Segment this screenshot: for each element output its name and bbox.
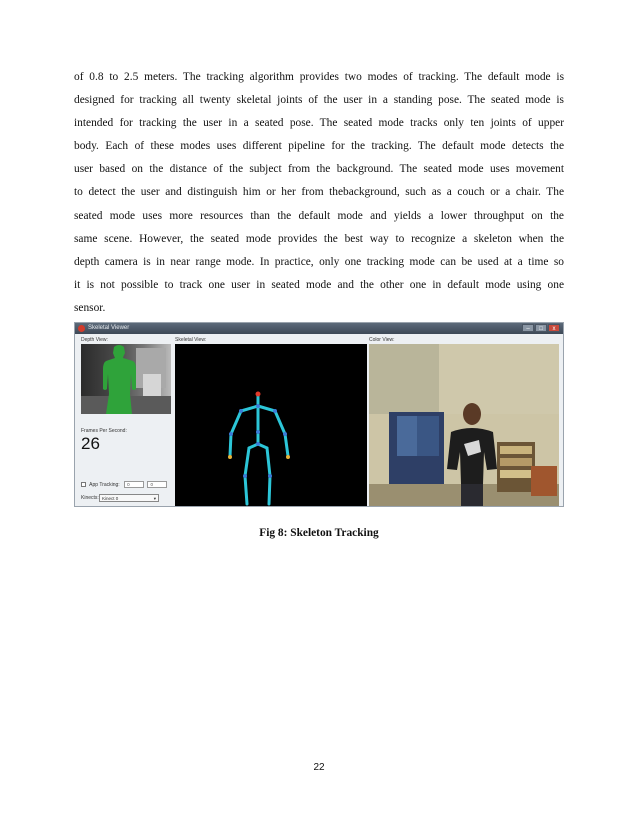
paragraph-line: designed for tracking all twenty skeletal joints of the user in a standing pose. The seated mode is — [74, 94, 564, 107]
skeleton-bone — [231, 411, 241, 434]
skeleton-joint — [273, 409, 277, 413]
app-tracking-select-1[interactable]: 0 — [124, 481, 144, 488]
skeleton-joint — [243, 474, 247, 478]
maximize-button[interactable]: □ — [535, 324, 547, 332]
depth-view-label: Depth View: — [81, 337, 108, 343]
app-tracking-checkbox[interactable] — [81, 482, 86, 487]
paragraph-line: body. Each of these modes uses different pipeline for the tracking. The default mode detects the — [74, 140, 564, 153]
app-tracking-label: App Tracking: — [89, 481, 120, 488]
paragraph-line: of 0.8 to 2.5 meters. The tracking algorithm provides two modes of tracking. The default mode is — [74, 71, 564, 83]
page-number: 22 — [313, 762, 325, 773]
skeleton-bone — [241, 406, 258, 411]
paragraph-line: it is not possible to track one user in seated mode and the other one in default mode using one — [74, 278, 564, 291]
skeleton-bone — [245, 448, 249, 476]
color-view-label: Color View: — [369, 337, 395, 343]
skeleton-bone — [285, 434, 288, 456]
skeleton-joint — [283, 432, 287, 436]
window-title: Skeletal Viewer — [88, 325, 130, 331]
skeletal-view-label: Skeletal View: — [175, 337, 207, 343]
skeleton-joint — [229, 432, 233, 436]
kinect-select[interactable] — [99, 494, 159, 502]
person-head — [463, 403, 481, 425]
paragraph-line: seated mode uses more resources than the default mode and yields a lower throughput on the — [74, 209, 564, 222]
paragraph-line: user based on the distance of the subject from the background. The seated mode uses movement — [74, 163, 564, 176]
window-client-area — [75, 334, 563, 507]
skeleton-bone — [258, 406, 275, 411]
person-pants — [461, 484, 483, 507]
depth-view — [81, 344, 171, 414]
skeletal-viewer-screenshot — [74, 322, 564, 507]
skeleton-joint — [268, 474, 272, 478]
window-titlebar — [75, 323, 563, 334]
skeleton-bone — [245, 476, 247, 504]
skeleton-joint — [256, 430, 260, 434]
skeleton-bone — [267, 448, 270, 476]
skeleton-joint — [239, 409, 243, 413]
kinects-label: Kinects: — [81, 495, 99, 501]
app-tracking-row — [81, 481, 167, 489]
app-icon — [78, 325, 85, 332]
skeleton-figure — [175, 344, 367, 507]
skeleton-hand-joint — [228, 455, 232, 459]
body-paragraph — [74, 66, 564, 320]
color-view — [369, 344, 559, 507]
figure-caption: Fig 8: Skeleton Tracking — [259, 527, 379, 539]
paragraph-line: same scene. However, the seated mode provides the best way to recognize a skeleton when the — [74, 232, 564, 245]
close-button[interactable]: x — [548, 324, 560, 332]
app-tracking-select-2[interactable]: 0 — [147, 481, 167, 488]
skeleton-joint — [256, 442, 260, 446]
skeleton-bone — [269, 476, 270, 504]
skeleton-bone — [275, 411, 285, 434]
minimize-button[interactable]: – — [522, 324, 534, 332]
skeletal-view — [175, 344, 367, 507]
chevron-down-icon: ▾ — [153, 496, 156, 501]
window-controls — [522, 324, 560, 333]
boxes — [531, 466, 557, 496]
paragraph-line: sensor. — [74, 301, 106, 314]
skeleton-bone — [230, 434, 231, 456]
skeleton-joint — [256, 404, 260, 408]
skeleton-head-joint — [256, 392, 261, 397]
paragraph-line: intended for tracking the user in a seated pose. The seated mode tracks only ten joints of upper — [74, 117, 564, 130]
paragraph-line: depth camera is in near range mode. In practice, only one tracking mode can be used at a time so — [74, 255, 564, 268]
skeleton-hand-joint — [286, 455, 290, 459]
paragraph-line: to detect the user and distinguish him or her from thebackground, such as a couch or a chair. The — [74, 186, 564, 199]
fps-value: 26 — [81, 434, 100, 453]
player-silhouette — [81, 344, 171, 414]
fps-label: Frames Per Second: — [81, 428, 127, 434]
kinect-selected-value: Kinect 0 — [102, 496, 119, 501]
color-camera-frame — [369, 344, 559, 507]
